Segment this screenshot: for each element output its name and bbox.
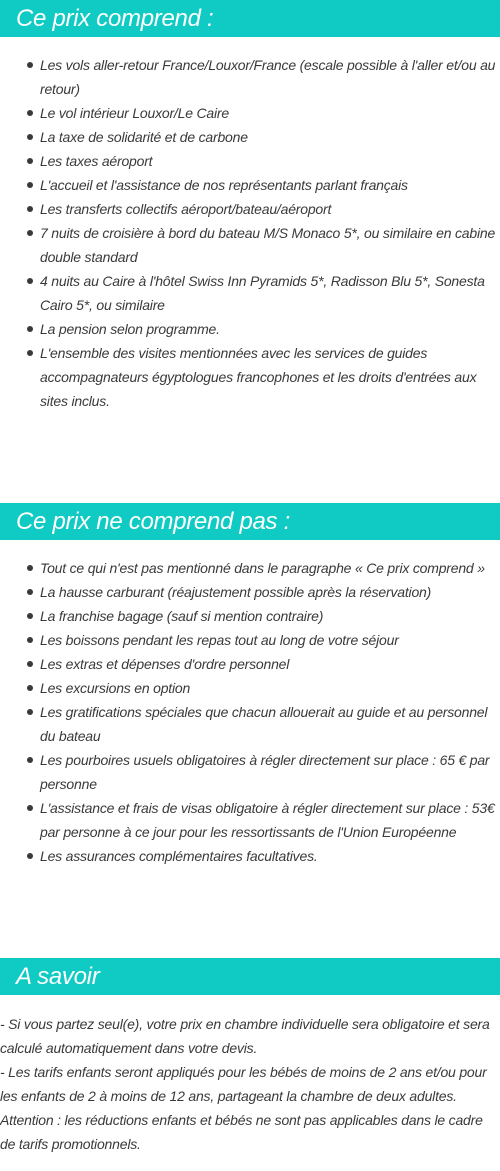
list-item: L'accueil et l'assistance de nos représentants parlant français <box>24 173 500 197</box>
section-header-included <box>0 0 500 37</box>
list-item: Les taxes aéroport <box>24 149 500 173</box>
list-item: Les boissons pendant les repas tout au long de votre séjour <box>24 628 500 652</box>
included-list <box>24 53 500 413</box>
list-item: Les transferts collectifs aéroport/bateau/aéroport <box>24 197 500 221</box>
list-item: Le vol intérieur Louxor/Le Caire <box>24 101 500 125</box>
list-item: La taxe de solidarité et de carbone <box>24 125 500 149</box>
list-item: La hausse carburant (réajustement possible après la réservation) <box>24 580 500 604</box>
info-paragraph: - Si vous partez seul(e), votre prix en chambre individuelle sera obligatoire et sera calculé automatiquement dans votre devis. <box>0 1016 490 1056</box>
section-header-excluded <box>0 503 500 540</box>
list-item: L'assistance et frais de visas obligatoire à régler directement sur place : 53€ par personne à ce jour pour les ressortissants de l'Union Européenne <box>24 796 500 844</box>
list-item: Les excursions en option <box>24 676 500 700</box>
list-item: 4 nuits au Caire à l'hôtel Swiss Inn Pyramids 5*, Radisson Blu 5*, Sonesta Cairo 5*, ou similaire <box>24 269 500 317</box>
list-item: La franchise bagage (sauf si mention contraire) <box>24 604 500 628</box>
section-header-info <box>0 958 500 995</box>
list-item: 7 nuits de croisière à bord du bateau M/S Monaco 5*, ou similaire en cabine double standard <box>24 221 500 269</box>
list-item: Les pourboires usuels obligatoires à régler directement sur place : 65 € par personne <box>24 748 500 796</box>
list-item: Les assurances complémentaires facultatives. <box>24 844 500 868</box>
list-item: Les vols aller-retour France/Louxor/France (escale possible à l'aller et/ou au retour) <box>24 53 500 101</box>
list-item: Tout ce qui n'est pas mentionné dans le paragraphe « Ce prix comprend » <box>24 556 500 580</box>
list-item: L'ensemble des visites mentionnées avec les services de guides accompagnateurs égyptologues francophones et les droits d'entrées aux sites inclus. <box>24 341 500 413</box>
list-item: Les gratifications spéciales que chacun allouerait au guide et au personnel du bateau <box>24 700 500 748</box>
section-title-info: A savoir <box>16 963 100 990</box>
list-item: La pension selon programme. <box>24 317 500 341</box>
excluded-list <box>24 556 500 868</box>
list-item: Les extras et dépenses d'ordre personnel <box>24 652 500 676</box>
section-title-excluded: Ce prix ne comprend pas : <box>16 508 290 535</box>
section-title-included: Ce prix comprend : <box>16 5 214 32</box>
info-paragraph: Attention : les réductions enfants et bébés ne sont pas applicables dans le cadre de tarifs promotionnels. <box>0 1112 483 1152</box>
info-paragraph: - Les tarifs enfants seront appliqués pour les bébés de moins de 2 ans et/ou pour les enfants de 2 à moins de 12 ans, partageant la chambre de deux adultes. <box>0 1064 487 1104</box>
